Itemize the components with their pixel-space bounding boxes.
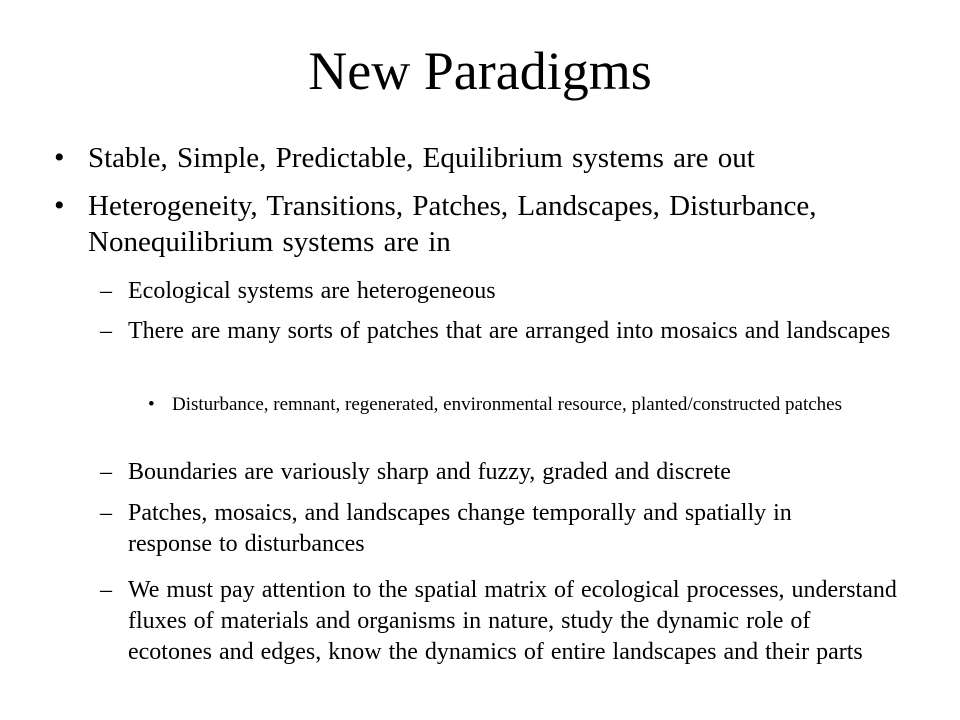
sub-sub-bullet-item <box>148 392 848 417</box>
sub-bullet-text: We must pay attention to the spatial matrix of ecological processes, understand fluxes of materials and organisms in nature, study the dynamic role of ecotones and edges, know the dynamics of entire landscapes and their parts <box>128 577 897 665</box>
sub-bullet-item <box>100 498 880 560</box>
sub-bullet-text: There are many sorts of patches that are arranged into mosaics and landscapes <box>128 318 891 344</box>
bullet-item <box>54 140 924 176</box>
sub-sub-bullet-text: Disturbance, remnant, regenerated, environmental resource, planted/constructed patches <box>172 394 842 415</box>
sub-bullet-item <box>100 276 920 307</box>
bullet-icon: • <box>148 394 155 415</box>
bullet-text: Stable, Simple, Predictable, Equilibrium systems are out <box>88 142 755 174</box>
slide-title: New Paradigms <box>308 41 652 101</box>
bullet-item <box>54 188 854 260</box>
sub-bullet-item <box>100 316 920 347</box>
bullet-text: Heterogeneity, Transitions, Patches, Landscapes, Disturbance, Nonequilibrium systems are in <box>88 190 817 258</box>
sub-bullet-item <box>100 575 900 668</box>
bullet-icon: • <box>54 189 65 222</box>
sub-bullet-item <box>100 457 920 488</box>
dash-icon: – <box>100 278 112 304</box>
sub-bullet-text: Patches, mosaics, and landscapes change temporally and spatially in response to disturbances <box>128 500 792 557</box>
dash-icon: – <box>100 459 112 485</box>
sub-bullet-text: Ecological systems are heterogeneous <box>128 278 496 304</box>
bullet-icon: • <box>54 141 65 174</box>
dash-icon: – <box>100 577 112 603</box>
dash-icon: – <box>100 500 112 526</box>
dash-icon: – <box>100 318 112 344</box>
sub-bullet-text: Boundaries are variously sharp and fuzzy, graded and discrete <box>128 459 731 485</box>
